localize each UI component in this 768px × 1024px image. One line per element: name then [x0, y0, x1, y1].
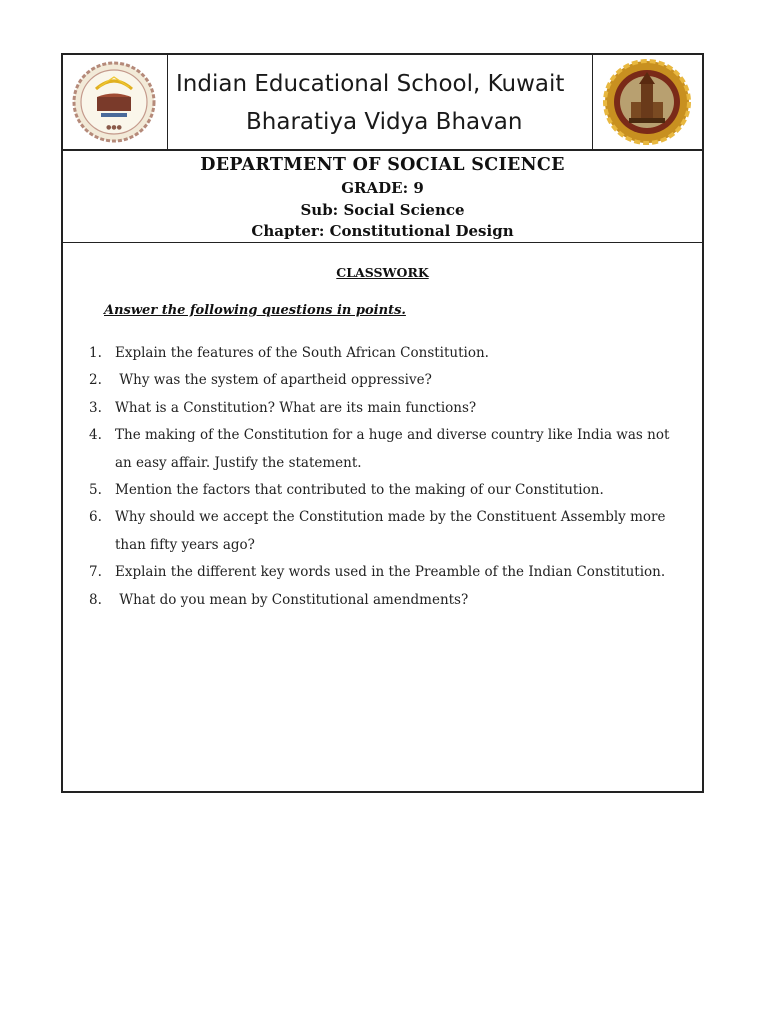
question-item — [89, 395, 689, 422]
question-number: 8. — [89, 591, 102, 608]
header-row — [63, 55, 702, 151]
question-number: 1. — [89, 345, 102, 361]
grade-label: GRADE: 9 — [341, 179, 424, 197]
left-logo-cell — [63, 55, 168, 149]
question-number: 5. — [89, 482, 102, 499]
school-emblem-icon — [69, 59, 159, 145]
question-number: 2. — [89, 372, 102, 389]
question-text: Explain the features of the South African Constitution. — [115, 345, 489, 361]
school-name-block — [168, 55, 592, 149]
instruction-text: Answer the following questions in points. — [104, 303, 406, 318]
question-number: 4. — [89, 427, 102, 444]
subject-label: Sub: Social Science — [300, 201, 465, 219]
question-item — [89, 504, 689, 559]
worksheet-frame — [61, 53, 704, 793]
question-list — [89, 340, 689, 614]
question-item — [89, 559, 689, 586]
question-item — [89, 340, 689, 367]
department-block — [63, 151, 702, 243]
question-number: 7. — [89, 564, 102, 581]
question-item — [89, 587, 689, 614]
question-text: What is a Constitution? What are its main functions? — [115, 399, 477, 416]
classwork-heading: CLASSWORK — [336, 265, 429, 280]
question-text: Explain the different key words used in the Preamble of the Indian Constitution. — [115, 564, 666, 581]
svg-text:●●●: ●●● — [106, 124, 122, 131]
question-item — [89, 367, 689, 394]
question-number: 3. — [89, 399, 102, 416]
department-title: DEPARTMENT OF SOCIAL SCIENCE — [200, 155, 565, 175]
bhavan-emblem-icon — [601, 58, 693, 146]
question-item — [89, 422, 689, 477]
question-text: What do you mean by Constitutional amendments? — [115, 591, 469, 608]
question-text: Mention the factors that contributed to the making of our Constitution. — [115, 482, 604, 499]
question-item — [89, 477, 689, 504]
school-name: Indian Educational School, Kuwait — [176, 71, 565, 97]
chapter-label: Chapter: Constitutional Design — [251, 222, 514, 240]
question-text: Why should we accept the Constitution made by the Constituent Assembly more than fifty years ago? — [115, 509, 666, 553]
question-text: Why was the system of apartheid oppressive? — [115, 372, 432, 389]
right-logo-cell — [592, 55, 702, 149]
question-number: 6. — [89, 509, 102, 526]
school-affiliation: Bharatiya Vidya Bhavan — [246, 109, 523, 135]
question-text: The making of the Constitution for a huge and diverse country like India was not an easy affair. Justify the statement. — [115, 427, 670, 471]
